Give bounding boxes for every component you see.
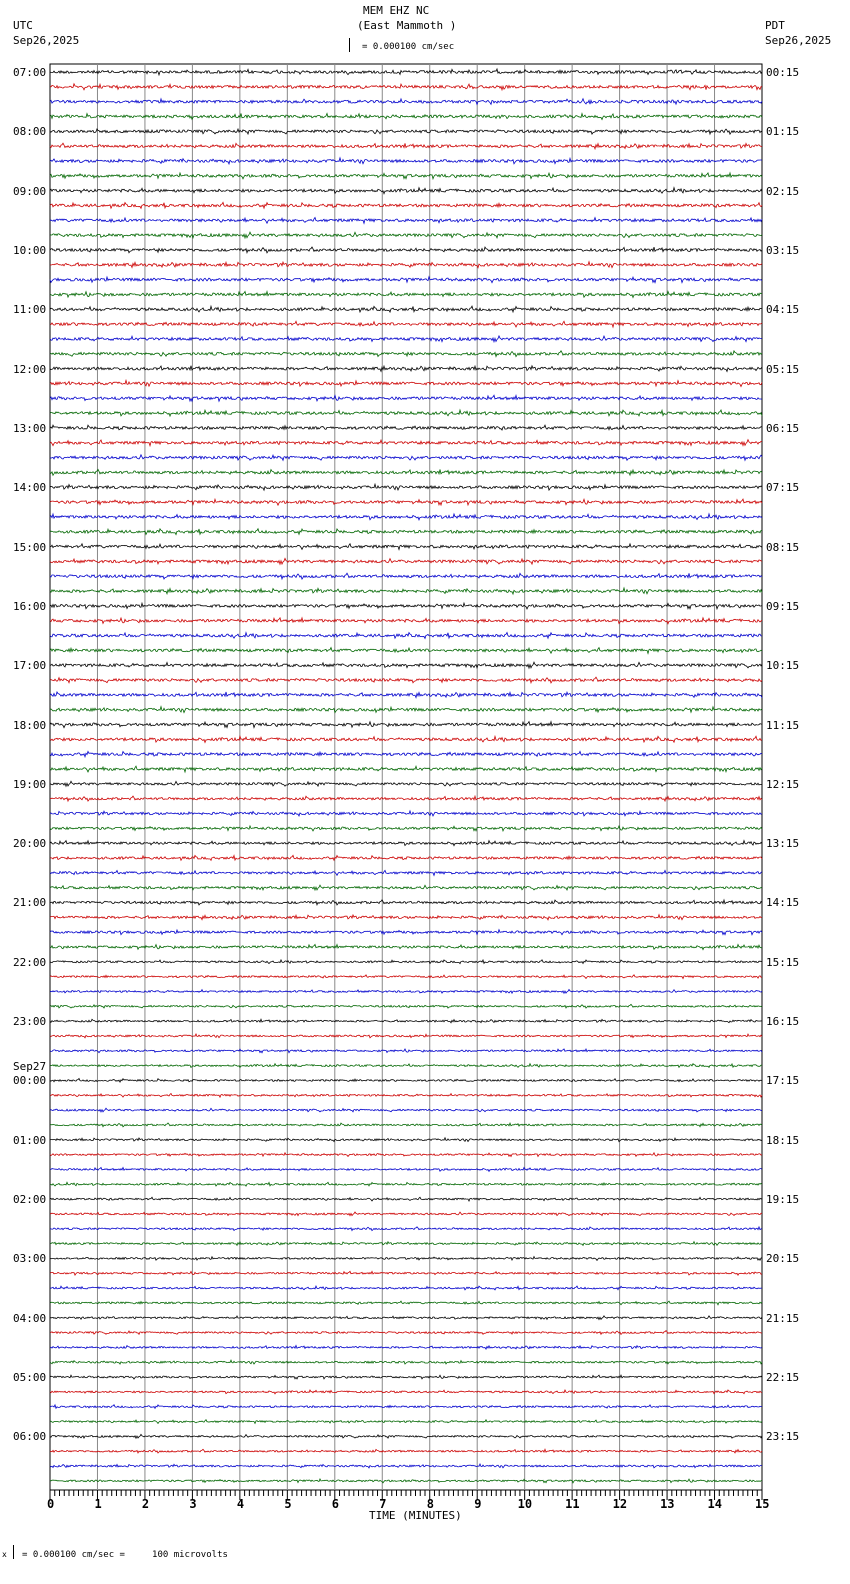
utc-hour-label: 17:00 <box>13 659 47 673</box>
scale-text: = 0.000100 cm/sec <box>362 42 455 52</box>
utc-hour-label: 02:00 <box>13 1193 47 1207</box>
x-tick-label: 11 <box>565 1497 580 1511</box>
utc-hour-label: 15:00 <box>13 540 47 554</box>
trace-line <box>50 1449 762 1453</box>
trace-line <box>50 1286 762 1290</box>
trace-line <box>50 529 762 535</box>
x-tick-label: 0 <box>47 1497 55 1511</box>
trace-line <box>50 766 762 772</box>
trace-line <box>50 841 762 846</box>
trace-line <box>50 262 762 268</box>
utc-hour-label: 00:00 <box>13 1074 47 1088</box>
trace-line <box>50 158 762 164</box>
station-location: (East Mammoth ) <box>357 19 457 32</box>
pdt-hour-label: 22:15 <box>766 1371 800 1385</box>
trace-line <box>50 781 762 786</box>
pdt-hour-label: 23:15 <box>766 1430 800 1444</box>
trace-line <box>50 499 762 505</box>
trace-line <box>50 1301 762 1305</box>
utc-hour-label: 21:00 <box>13 896 47 910</box>
utc-hour-label: 12:00 <box>13 362 47 376</box>
trace-line <box>50 870 762 875</box>
trace-line <box>50 855 762 860</box>
trace-line <box>50 1405 762 1409</box>
trace-line <box>50 366 762 372</box>
utc-hour-label: 13:00 <box>13 421 47 435</box>
pdt-hour-label: 09:15 <box>766 599 800 613</box>
trace-line <box>50 990 762 994</box>
x-tick-label: 10 <box>517 1497 533 1511</box>
trace-line <box>50 677 762 683</box>
x-tick-label: 14 <box>707 1497 722 1511</box>
trace-line <box>50 232 762 238</box>
trace-line <box>50 930 762 935</box>
pdt-hour-label: 13:15 <box>766 837 800 851</box>
trace-line <box>50 202 762 208</box>
trace-line <box>50 1390 762 1394</box>
utc-hour-label: 19:00 <box>13 777 47 791</box>
trace-line <box>50 796 762 801</box>
trace-line <box>50 1257 762 1261</box>
trace-line <box>50 558 762 564</box>
utc-hour-label: 07:00 <box>13 66 47 79</box>
trace-line <box>50 707 762 713</box>
x-tick-label: 12 <box>612 1497 628 1511</box>
utc-hour-label: 08:00 <box>13 125 47 139</box>
trace-line <box>50 1434 762 1438</box>
trace-line <box>50 1079 762 1083</box>
pdt-hour-label: 19:15 <box>766 1193 800 1207</box>
trace-line <box>50 618 762 624</box>
date-change-label: Sep27 <box>13 1060 47 1074</box>
trace-line <box>50 425 762 430</box>
utc-hour-label: 04:00 <box>13 1311 47 1325</box>
trace-line <box>50 1064 762 1068</box>
trace-line <box>50 722 762 728</box>
trace-line <box>50 885 762 890</box>
trace-line <box>50 395 762 401</box>
x-tick-label: 6 <box>331 1497 340 1511</box>
trace-line <box>50 1479 762 1483</box>
x-tick-label: 2 <box>141 1497 150 1511</box>
trace-line <box>50 826 762 831</box>
pdt-hour-label: 21:15 <box>766 1311 800 1325</box>
pdt-hour-label: 14:15 <box>766 896 800 910</box>
pdt-hour-label: 07:15 <box>766 481 800 495</box>
trace-line <box>50 484 762 490</box>
utc-hour-label: 01:00 <box>13 1133 47 1147</box>
utc-hour-label: 14:00 <box>13 481 47 495</box>
trace-line <box>50 573 762 579</box>
pdt-hour-label: 12:15 <box>766 777 800 791</box>
trace-line <box>50 1271 762 1275</box>
trace-line <box>50 1019 762 1023</box>
pdt-hour-label: 01:15 <box>766 125 800 139</box>
x-tick-label: 5 <box>284 1497 292 1511</box>
pdt-hour-label: 20:15 <box>766 1252 800 1266</box>
trace-line <box>50 188 762 194</box>
trace-line <box>50 544 762 550</box>
x-tick-label: 4 <box>236 1497 245 1511</box>
utc-hour-label: 06:00 <box>13 1430 47 1444</box>
x-tick-label: 8 <box>426 1497 434 1511</box>
trace-line <box>50 692 762 698</box>
utc-hour-label: 05:00 <box>13 1371 47 1385</box>
trace-line <box>50 1375 762 1379</box>
pdt-hour-label: 06:15 <box>766 421 800 435</box>
utc-hour-label: 23:00 <box>13 1015 47 1029</box>
utc-hour-label: 11:00 <box>13 303 47 317</box>
trace-line <box>50 648 762 654</box>
trace-line <box>50 1360 762 1364</box>
trace-line <box>50 1138 762 1142</box>
trace-line <box>50 173 762 179</box>
trace-line <box>50 1182 762 1186</box>
trace-line <box>50 143 762 149</box>
x-tick-label: 9 <box>474 1497 482 1511</box>
trace-line <box>50 84 762 90</box>
pdt-hour-label: 02:15 <box>766 184 800 198</box>
trace-line <box>50 751 762 756</box>
trace-line <box>50 960 762 964</box>
trace-line <box>50 1168 762 1172</box>
x-axis-label: TIME (MINUTES) <box>369 1509 462 1522</box>
pdt-hour-label: 10:15 <box>766 659 800 673</box>
pdt-hour-label: 08:15 <box>766 540 800 554</box>
trace-line <box>50 945 762 950</box>
trace-line <box>50 321 762 327</box>
trace-line <box>50 440 762 446</box>
trace-line <box>50 1331 762 1335</box>
trace-line <box>50 633 762 639</box>
trace-line <box>50 662 762 668</box>
right-date: Sep26,2025 <box>765 34 832 47</box>
trace-line <box>50 469 762 475</box>
trace-line <box>50 1464 762 1468</box>
utc-hour-label: 20:00 <box>13 837 47 851</box>
trace-line <box>50 306 762 312</box>
trace-line <box>50 1242 762 1246</box>
trace-line <box>50 1123 762 1127</box>
plot-frame <box>50 64 762 1490</box>
trace-line <box>50 1094 762 1098</box>
trace-line <box>50 1049 762 1053</box>
trace-line <box>50 588 762 594</box>
x-tick-label: 15 <box>755 1497 770 1511</box>
x-tick-label: 1 <box>94 1497 102 1511</box>
trace-line <box>50 1034 762 1038</box>
station-title: MEM EHZ NC <box>363 4 430 17</box>
trace-line <box>50 514 762 520</box>
utc-hour-label: 09:00 <box>13 184 47 198</box>
trace-line <box>50 455 762 461</box>
trace-line <box>50 410 762 416</box>
x-tick-label: 13 <box>660 1497 675 1511</box>
pdt-hour-label: 00:15 <box>766 66 800 79</box>
trace-line <box>50 1153 762 1157</box>
trace-line <box>50 1227 762 1231</box>
utc-hour-label: 22:00 <box>13 955 47 969</box>
trace-line <box>50 99 762 105</box>
trace-line <box>50 975 762 979</box>
trace-line <box>50 603 762 609</box>
trace-line <box>50 1316 762 1320</box>
trace-line <box>50 247 762 253</box>
trace-line <box>50 900 762 905</box>
trace-line <box>50 218 762 224</box>
pdt-hour-label: 16:15 <box>766 1015 800 1029</box>
x-tick-label: 7 <box>379 1497 387 1511</box>
trace-line <box>50 69 762 75</box>
left-date: Sep26,2025 <box>13 34 80 47</box>
pdt-hour-label: 11:15 <box>766 718 800 732</box>
trace-line <box>50 1197 762 1201</box>
pdt-hour-label: 03:15 <box>766 243 800 257</box>
pdt-hour-label: 05:15 <box>766 362 800 376</box>
trace-line <box>50 129 762 134</box>
trace-line <box>50 351 762 357</box>
trace-line <box>50 277 762 283</box>
utc-hour-label: 03:00 <box>13 1252 47 1266</box>
trace-line <box>50 811 762 816</box>
pdt-hour-label: 18:15 <box>766 1133 800 1147</box>
right-timezone: PDT <box>765 19 785 32</box>
utc-hour-label: 18:00 <box>13 718 47 732</box>
trace-line <box>50 1212 762 1216</box>
trace-line <box>50 1420 762 1424</box>
pdt-hour-label: 04:15 <box>766 303 800 317</box>
trace-line <box>50 380 762 386</box>
utc-hour-label: 16:00 <box>13 599 47 613</box>
x-tick-label: 3 <box>189 1497 197 1511</box>
trace-line <box>50 736 762 742</box>
trace-line <box>50 1346 762 1350</box>
trace-line <box>50 336 762 342</box>
footer-mark: x <box>2 1550 7 1559</box>
trace-line <box>50 114 762 120</box>
trace-line <box>50 915 762 920</box>
trace-line <box>50 1108 762 1112</box>
utc-hour-label: 10:00 <box>13 243 47 257</box>
left-timezone: UTC <box>13 19 33 32</box>
footer-scale-text: = 0.000100 cm/sec = 100 microvolts <box>22 1550 228 1560</box>
pdt-hour-label: 15:15 <box>766 955 800 969</box>
trace-line <box>50 1004 762 1008</box>
pdt-hour-label: 17:15 <box>766 1074 800 1088</box>
trace-line <box>50 292 762 298</box>
